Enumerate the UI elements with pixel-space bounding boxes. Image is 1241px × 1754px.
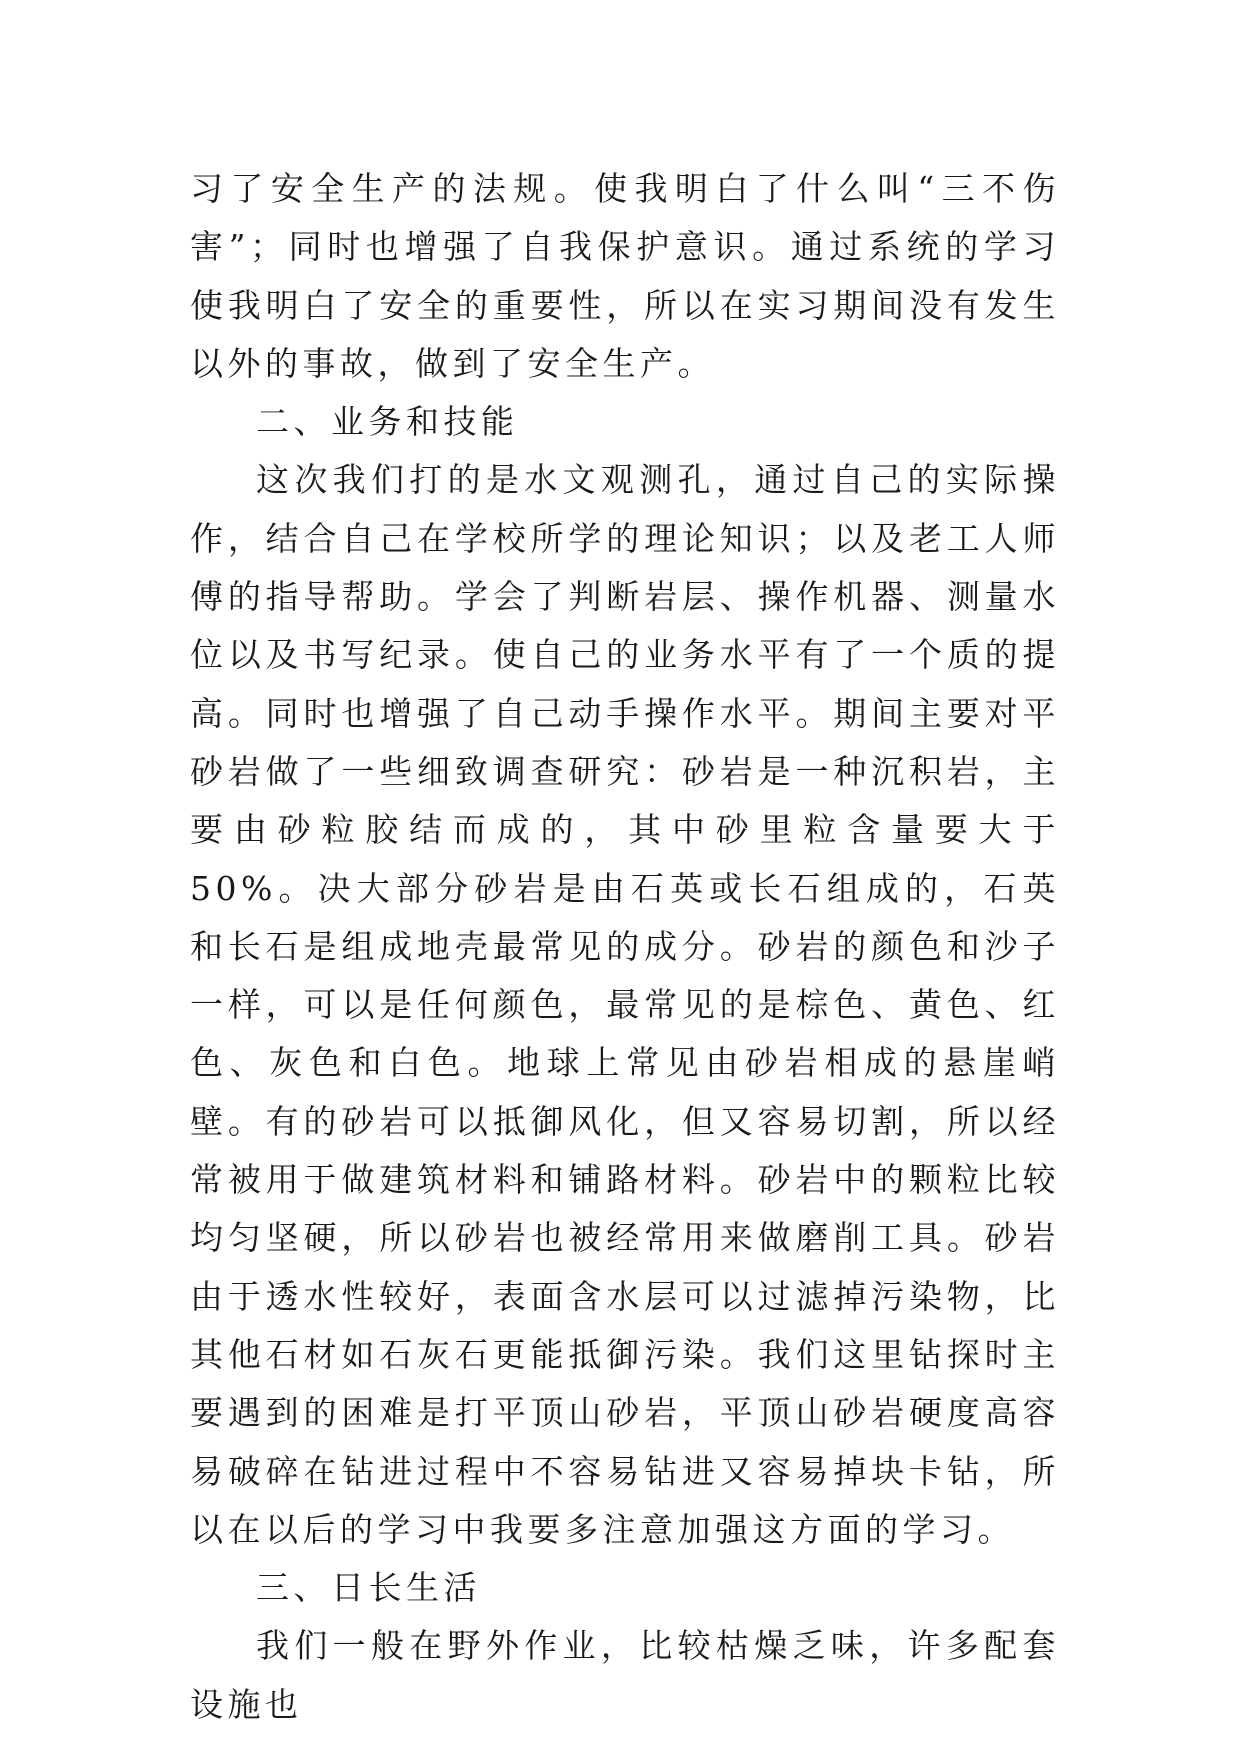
document-body <box>190 160 1060 1734</box>
paragraph-safety-continued: 习了安全生产的法规。使我明白了什么叫“三不伤害”；同时也增强了自我保护意识。通过系统的学习使我明白了安全的重要性，所以在实习期间没有发生以外的事故，做到了安全生产。 <box>190 169 1060 383</box>
paragraph-business-skills: 这次我们打的是水文观测孔，通过自己的实际操作，结合自己在学校所学的理论知识；以及老工人师傅的指导帮助。学会了判断岩层、操作机器、测量水位以及书写纪录。使自己的业务水平有了一个质的提高。同时也增强了自己动手操作水平。期间主要对平砂岩做了一些细致调查研究：砂岩是一种沉积岩，主要由砂粒胶结而成的，其中砂里粒含量要大于50%。决大部分砂岩是由石英或长石组成的，石英和长石是组成地壳最常见的成分。砂岩的颜色和沙子一样，可以是任何颜色，最常见的是棕色、黄色、红色、灰色和白色。地球上常见由砂岩相成的悬崖峭壁。有的砂岩可以抵御风化，但又容易切割，所以经常被用于做建筑材料和铺路材料。砂岩中的颗粒比较均匀坚硬，所以砂岩也被经常用来做磨削工具。砂岩由于透水性较好，表面含水层可以过滤掉污染物，比其他石材如石灰石更能抵御污染。我们这里钻探时主要遇到的困难是打平顶山砂岩，平顶山砂岩硬度高容易破碎在钻进过程中不容易钻进又容易掉块卡钻，所以在以后的学习中我要多注意加强这方面的学习。 <box>190 460 1060 1549</box>
paragraph-daily-life: 我们一般在野外作业，比较枯燥乏味，许多配套设施也 <box>190 1626 1060 1724</box>
section-heading-daily-life: 三、日长生活 <box>256 1568 481 1608</box>
section-heading-business-skills: 二、业务和技能 <box>256 402 519 442</box>
